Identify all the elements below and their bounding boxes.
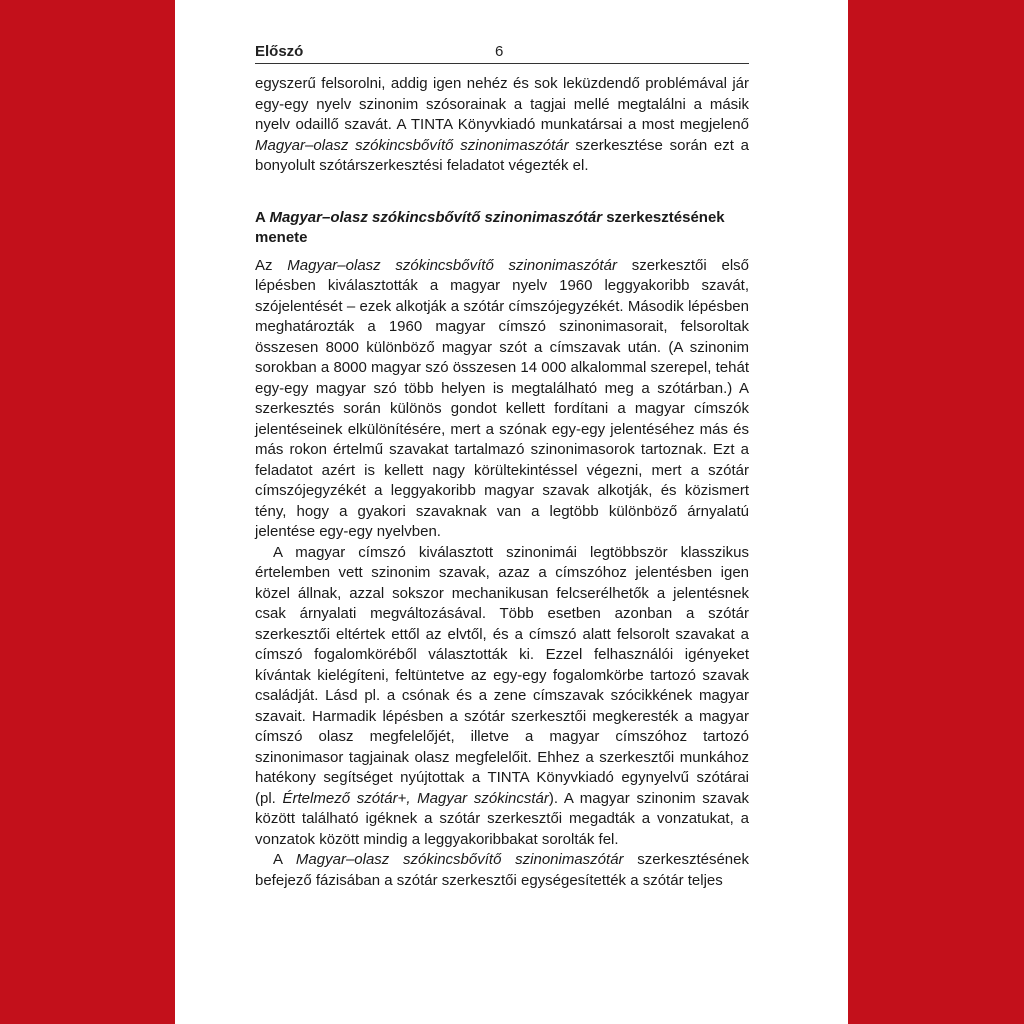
paragraph-2: Az Magyar–olasz szókincsbővítő szinonimaszótár szerkesztői első lépésben kiválasztották a magyar nyelv 1960 leggyakoribb szavát, szójelentését – ezek alkotják a szótár címszójegyzékét. Második lépésben meghatározták a 1960 magyar címszó szinonimasorait, felsoroltak összesen 8000 különböző magyar szót a címszavak után. (A szinonim sorokban a 8000 magyar szó összesen 14 000 alkalommal szerepel, tehát egy-egy magyar szó több helyen is megtalálható meg a szótárban.) A szerkesztés során különös gondot kellett fordítani a magyar címszók jelentéseinek elkülönítésére, mert a szónak egy-egy jelentéséhez más és más rokon értelmű szavakat tartalmazó szinonimasorok tartoznak. Ezt a feladatot azért is kellett nagy körültekintéssel végezni, mert a szótár címszójegyzékét a leggyakoribb magyar szavak alkotják, és közismert tény, hogy a gyakori szavaknak van a legtöbb különböző árnyalatú jelentése egy-egy nyelvben. — [255, 256, 749, 540]
book-page — [175, 0, 848, 1024]
page-number: 6 — [495, 43, 504, 60]
left-red-border — [0, 0, 175, 1024]
paragraph-4: A Magyar–olasz szókincsbővítő szinonimaszótár szerkesztésének befejező fázisában a szótár szerkesztői egységesítették a szótár teljes — [255, 851, 749, 889]
right-red-border — [848, 0, 1024, 1024]
paragraph-3: A magyar címszó kiválasztott szinonimái legtöbbször klasszikus értelemben vett szinonim szavak, azaz a címszóhoz jelentésben igen közel állnak, azzal sokszor mechanikusan felcserélhetők a jelentésnek csak árnyalati megváltozásával. Több esetben azonban a szótár szerkesztői eltértek ettől az elvtől, és a címszó alatt felsorolt szavakat a címszó fogalomköréből választották ki. Ezzel felhasználói igényeket kívántak kielégíteni, feltüntetve az egy-egy fogalomkörbe tartozó szavak családját. Lásd pl. a csónak és a zene címszavak szócikkének magyar szavait. Harmadik lépésben a szótár szerkesztői megkeresték a magyar címszó olasz megfelelőjét, illetve a magyar címszóhoz tartozó szinonimasor tagjainak olasz megfelelőit. Ehhez a szerkesztői munkához hatékony segítséget nyújtottak a TINTA Könyvkiadó egynyelvű szótárai (pl. Értelmező szótár+, Magyar szókincstár). A magyar szinonim szavak között található igéknek a szótár szerkesztői megadták a vonzatukat, a vonzatok között mindig a leggyakoribbakat sorolták fel. — [255, 543, 749, 848]
paragraph-1: egyszerű felsorolni, addig igen nehéz és sok leküzdendő problémával jár egy-egy nyelv szinonim szósorainak a tagjai mellé megtalálni a másik nyelv odaillő szavát. A TINTA Könyvkiadó munkatársai a most megjelenő Magyar–olasz szókincsbővítő szinonimaszótár szerkesztése során ezt a bonyolult szótárszerkesztési feladatot végezték el. — [255, 75, 750, 174]
section-heading: A Magyar–olasz szókincsbővítő szinonimaszótár szerkesztésének menete — [255, 208, 725, 246]
section-title: Előszó — [255, 43, 304, 60]
body-text — [255, 74, 749, 891]
running-head — [255, 43, 749, 64]
